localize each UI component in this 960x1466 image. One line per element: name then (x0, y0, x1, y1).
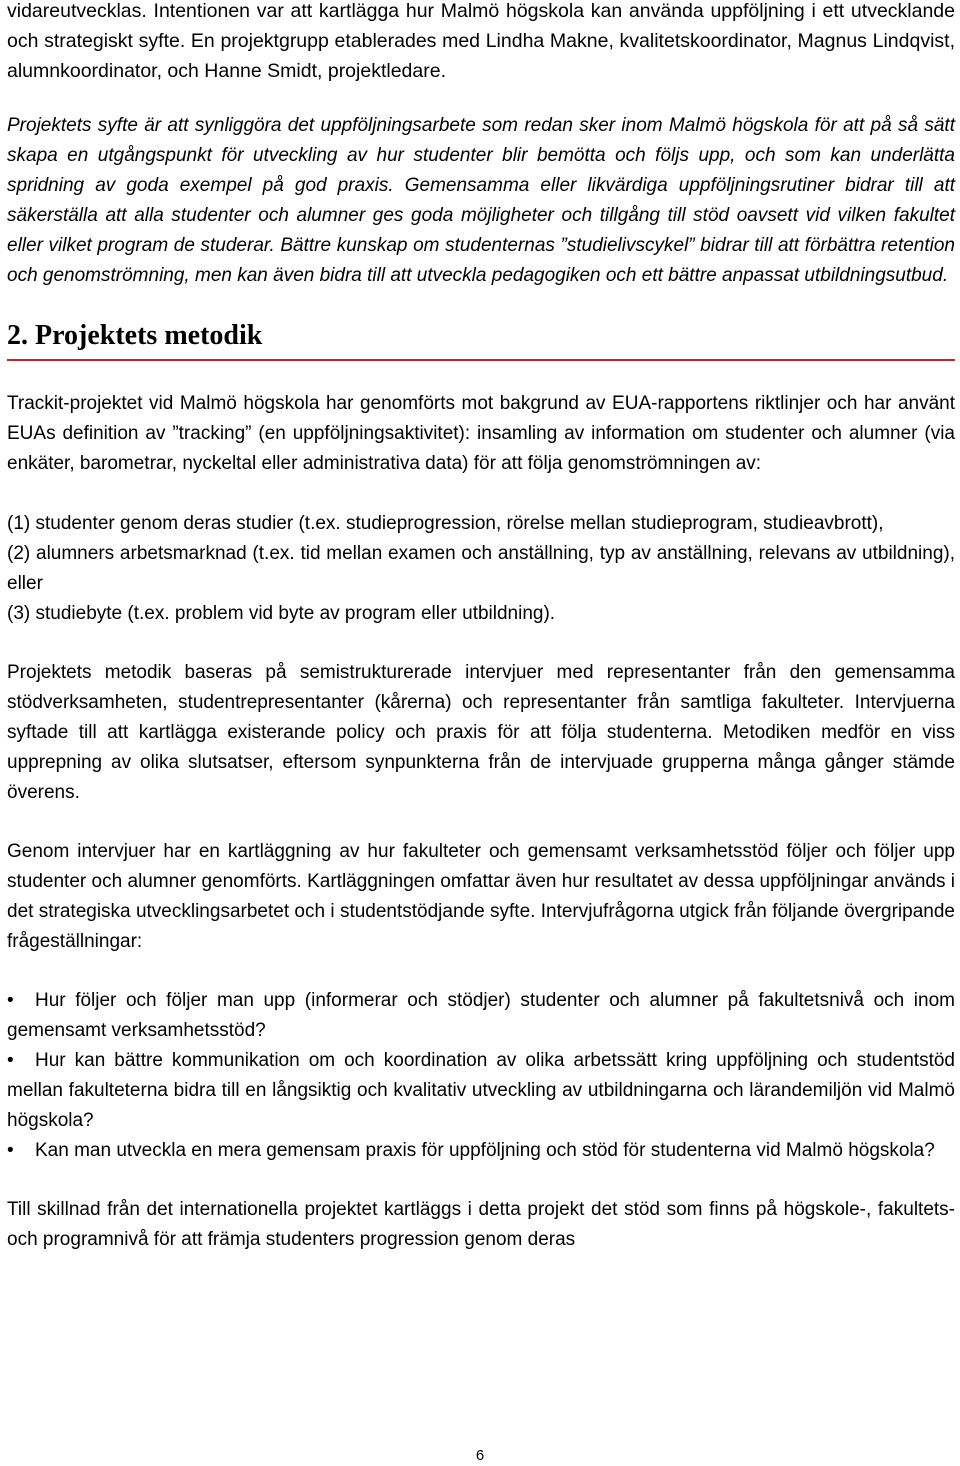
purpose-paragraph: Projektets syfte är att synliggöra det uppföljningsarbete som redan sker inom Malmö högskola för att på så sätt skapa en utgångspunkt för utveckling av hur studenter blir bemötta och följs upp, och som kan underlätta spridning av goda exempel på god praxis. Gemensamma eller likvärdiga uppföljningsrutiner bidrar till att säkerställa att alla studenter och alumner ges goda möjligheter och tillgång till stöd oavsett vid vilken fakultet eller vilket program de studerar. Bättre kunskap om studenternas ”studielivscykel” bidrar till att förbättra retention och genomströmning, men kan även bidra till att utveckla pedagogiken och ett bättre anpassat utbildningsutbud. (7, 115, 955, 286)
page-number: 6 (475, 1447, 485, 1464)
bullet-text: Hur följer och följer man upp (informerar och stödjer) studenter och alumner på fakultetsnivå och inom gemensamt verksamhetsstöd? (7, 990, 955, 1041)
bullet-item (7, 986, 955, 1046)
bullet-text: Kan man utveckla en mera gemensam praxis för uppföljning och stöd för studenterna vid Malmö högskola? (35, 1140, 935, 1161)
method-paragraph-2: Projektets metodik baseras på semistrukturerade intervjuer med representanter från den gemensamma stödverksamheten, studentrepresentanter (kårerna) och representanter från samtliga fakulteter. Intervjuerna syftade till att kartlägga existerande policy och praxis för att följa studenterna. Metodiken medför en viss upprepning av olika slutsatser, eftersom synpunkterna från de intervjuade grupperna många gånger stämde överens. (7, 662, 955, 803)
bullet-icon: • (7, 1140, 14, 1161)
bullet-icon: • (7, 990, 14, 1011)
document-page (7, 0, 955, 1255)
method-paragraph-3: Genom intervjuer har en kartläggning av hur fakulteter och gemensamt verksamhetsstöd följer och följer upp studenter och alumner genomförts. Kartläggningen omfattar även hur resultatet av dessa uppföljningar används i det strategiska utvecklingsarbetet och i studentstödjande syfte. Intervjufrågorna utgick från följande övergripande frågeställningar: (7, 841, 955, 952)
bullet-item (7, 1136, 955, 1166)
list-item: (2) alumners arbetsmarknad (t.ex. tid mellan examen och anställning, typ av anställning, relevans av utbildning), eller (7, 543, 955, 594)
bullet-icon: • (7, 1050, 14, 1071)
method-paragraph-4: Till skillnad från det internationella projektet kartläggs i detta projekt det stöd som finns på högskole-, fakultets- och programnivå för att främja studenters progression genom deras (7, 1199, 955, 1250)
bullet-text: Hur kan bättre kommunikation om och koordination av olika arbetssätt kring uppföljning och studentstöd mellan fakulteterna bidra till en långsiktig och kvalitativ utveckling av utbildningarna och lärandemiljön vid Malmö högskola? (7, 1050, 955, 1131)
list-item: (3) studiebyte (t.ex. problem vid byte av program eller utbildning). (7, 603, 556, 624)
list-item: (1) studenter genom deras studier (t.ex. studieprogression, rörelse mellan studieprogram, studieavbrott), (7, 513, 884, 534)
tracking-list (7, 509, 955, 629)
section-heading: 2. Projektets metodik (7, 319, 955, 361)
method-paragraph-1: Trackit-projektet vid Malmö högskola har genomförts mot bakgrund av EUA-rapportens riktlinjer och har använt EUAs definition av ”tracking” (en uppföljningsaktivitet): insamling av information om studenter och alumner (via enkäter, barometrar, nyckeltal eller administrativa data) för att följa genomströmningen av: (7, 393, 955, 474)
bullet-item (7, 1046, 955, 1136)
intro-paragraph: vidareutvecklas. Intentionen var att kartlägga hur Malmö högskola kan använda uppföljning i ett utvecklande och strategiskt syfte. En projektgrupp etablerades med Lindha Makne, kvalitetskoordinator, Magnus Lindqvist, alumnkoordinator, och Hanne Smidt, projektledare. (7, 0, 955, 82)
